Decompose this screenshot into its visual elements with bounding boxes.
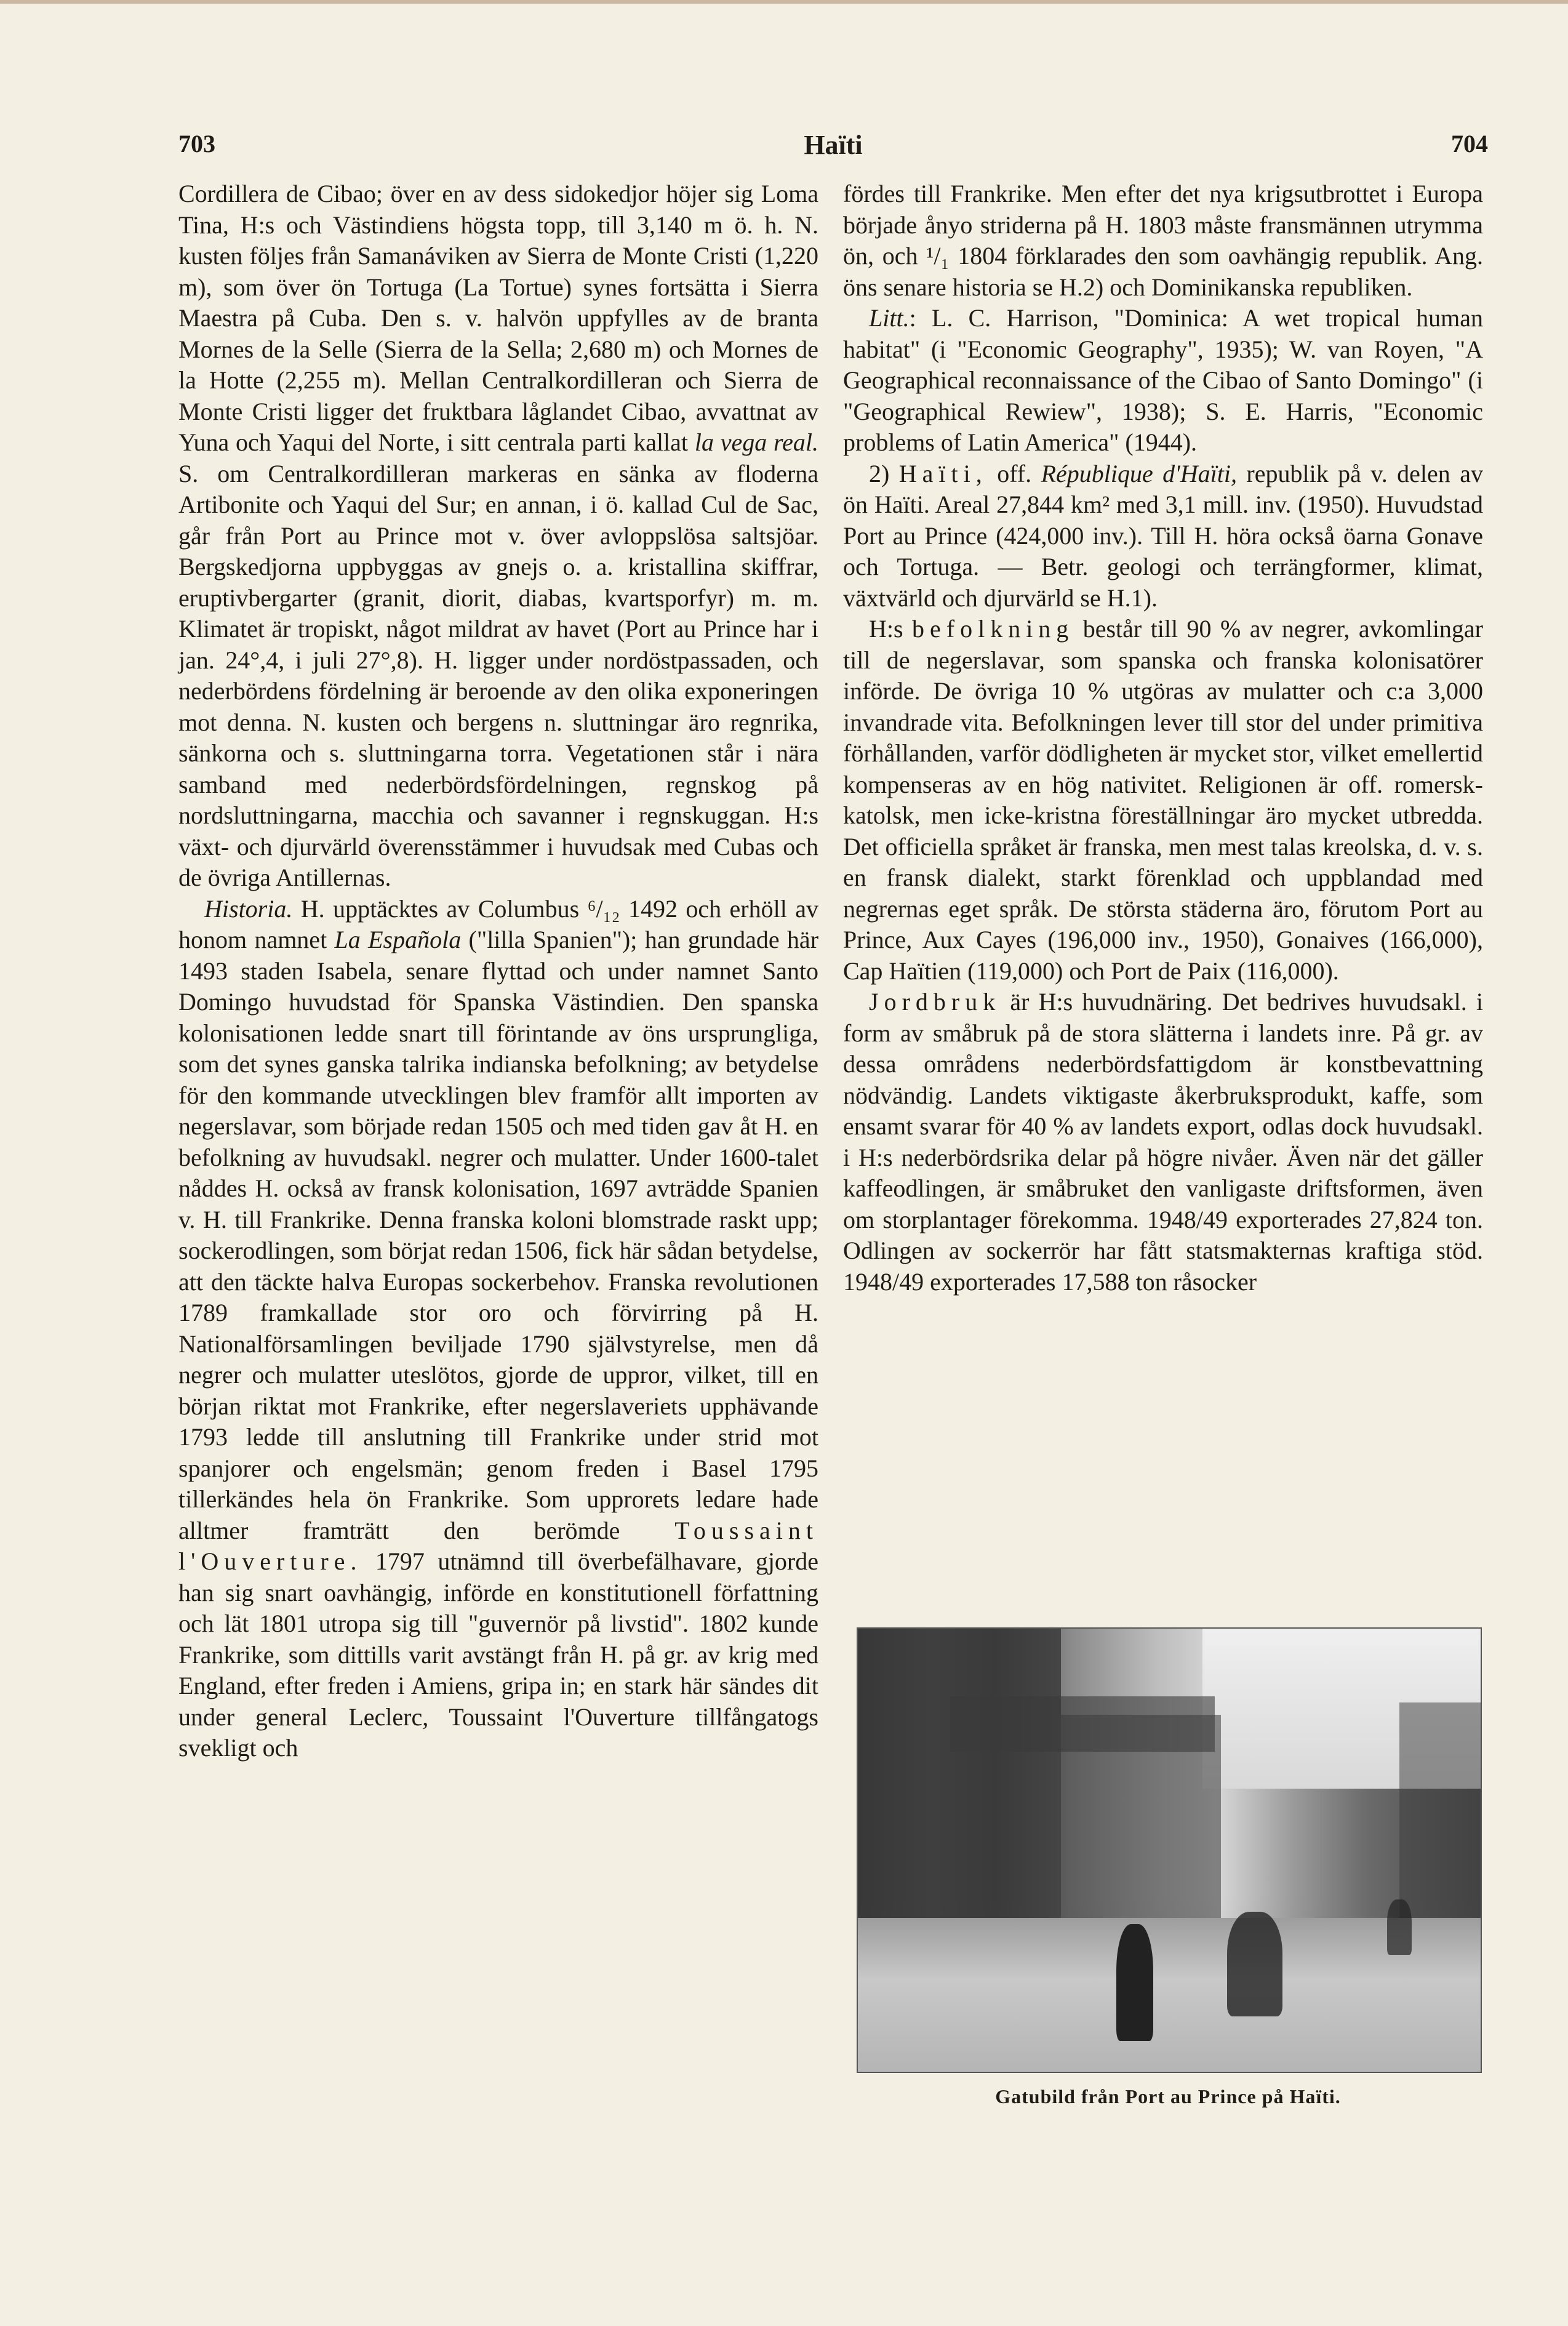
- paragraph-population: H:s befolkning består till 90 % av negrer, avkomlingar till de negerslavar, som spanska och franska kolonisatörer införde. De övriga 10 % utgöras av mulatter och c:a 3,000 invandrade vita. Befolkningen lever till stor del under primitiva förhållanden, varför dödligheten är mycket stor, vilket emellertid kompenseras av en hög nativitet. Religionen är off. romersk-katolsk, men icke-kristna föreställningar äro mycket utbredda. Det officiella språket är franska, men mest talas kreolska, d. v. s. en fransk dialekt, starkt förenklad och uppblandad med negrernas eget språk. De största städerna äro, förutom Port au Prince, Aux Cayes (196,000 inv., 1950), Gonaives (166,000), Cap Haïtien (119,000) och Port de Paix (116,000).: [843, 615, 1484, 985]
- left-column: [178, 178, 818, 1764]
- photo-caption: Gatubild från Port au Prince på Haïti.: [995, 2085, 1341, 2107]
- page-number-right: 704: [1451, 130, 1488, 158]
- photo-figure-3: [1387, 1899, 1412, 1955]
- photo-figure-2: [1227, 1912, 1282, 2016]
- street-photo: [857, 1627, 1482, 2073]
- running-title: Haïti: [804, 130, 863, 160]
- paragraph-history: Historia. H. upptäcktes av Columbus ⁶/₁₂ 1492 och erhöll av honom namnet La Española ("lilla Spanien"); han grundade här 1493 staden Isabela, senare flyttad och under namnet Santo Domingo huvudstad för Spanska Västindien. Den spanska kolonisationen ledde snart till förintande av öns ursprungliga, som det synes ganska talrika indianska befolkning; av betydelse för den kommande utvecklingen blev framför allt importen av negerslavar, som började redan 1505 och med tiden gav åt H. en befolkning av huvudsakl. negrer och mulatter. Under 1600-talet nåddes H. också av fransk kolonisation, 1697 avträdde Spanien v. H. till Frankrike. Denna franska koloni blomstrade raskt upp; sockerodlingen, som börjat redan 1506, fick här sådan betydelse, att den täckte halva Europas sockerbehov. Franska revolutionen 1789 framkallade stor oro och förvirring på H. Nationalförsamlingen beviljade 1790 självstyrelse, men då negrer och mulatter uteslötos, gjorde de uppror, vilket, till en början riktat mot Frankrike, efter negerslaveriets upphävande 1793 ledde till anslutning till Frankrike under strid mot spanjorer och engelsmän; genom freden i Basel 1795 tillerkändes hela ön Frankrike. Som upprorets ledare hade alltmer framträtt den berömde Toussaint l'Ouverture. 1797 utnämnd till överbefälhavare, gjorde han sig snart oavhängig, införde en konstitutionell författning och lät 1801 utropa sig till "guvernör på livstid". 1802 kunde Frankrike, som dittills varit avstängt från H. på gr. av krig med England, efter freden i Amiens, gripa in; en stark här sändes dit under general Leclerc, Toussaint l'Ouverture tillfångatogs svekligt och: [178, 894, 819, 1762]
- paragraph-literature: Litt.: L. C. Harrison, "Dominica: A wet tropical human habitat" (i "Economic Geography", 1935); W. van Royen, "A Geographical reconnaissance of the Cibao of Santo Domingo" (i "Geographical Rewiew", 1938); S. E. Harris, "Economic problems of Latin America" (1944).: [843, 304, 1483, 456]
- paragraph-republic: 2) Haïti, off. République d'Haïti, republik på v. delen av ön Haïti. Areal 27,844 km² med 3,1 mill. inv. (1950). Huvudstad Port au Prince (424,000 inv.). Till H. höra också öarna Gonave och Tortuga. — Betr. geologi och terrängformer, klimat, växtvärld och djurvärld se H.1).: [843, 459, 1483, 612]
- photo-figure-1: [1116, 1924, 1153, 2041]
- paragraph-history-continued: fördes till Frankrike. Men efter det nya krigsutbrottet i Europa började ånyo striderna på H. 1803 måste fransmännen utrymma ön, och ¹/₁ 1804 förklarades den som oavhängig republik. Ang. öns senare historia se H.2) och Dominikanska republiken.: [843, 180, 1483, 301]
- page-top-rule: [0, 0, 1568, 4]
- paragraph-geography: Cordillera de Cibao; över en av dess sidokedjor höjer sig Loma Tina, H:s och Västindiens högsta topp, till 3,140 m ö. h. N. kusten följes från Samanáviken av Sierra de Monte Cristi (1,220 m), som över ön Tortuga (La Tortue) synes fortsätta i Sierra Maestra på Cuba. Den s. v. halvön uppfylles av de branta Mornes de la Selle (Sierra de la Sella; 2,680 m) och Mornes de la Hotte (2,255 m). Mellan Centralkordilleran och Sierra de Monte Cristi ligger det fruktbara låglandet Cibao, avvattnat av Yuna och Yaqui del Norte, i sitt centrala parti kallat la vega real. S. om Centralkordilleran markeras en sänka av floderna Artibonite och Yaqui del Sur; en annan, i ö. kallad Cul de Sac, går från Port au Prince mot v. över avloppslösa saltsjöar. Bergskedjorna uppbyggas av gnejs o. a. kristallina skiffrar, eruptivbergarter (granit, diorit, diabas, kvartsporfyr) m. m. Klimatet är tropiskt, något mildrat av havet (Port au Prince har i jan. 24°,4, i juli 27°,8). H. ligger under nordöstpassaden, och nederbördens fördelning är beroende av den olika exponeringen mot denna. N. kusten och bergens n. sluttningar äro regnrika, sänkorna och s. sluttningarna torra. Vegetationen står i nära samband med nederbördsfördelningen, regnskog på nordsluttningarna, macchia och savanner i regnskuggan. H:s växt- och djurvärld överensstämmer i huvudsak med Cubas och de övriga Antillernas.: [178, 180, 818, 891]
- running-header: [178, 129, 1488, 166]
- page-number-left: 703: [178, 130, 215, 158]
- right-column: [843, 178, 1483, 1297]
- paragraph-agriculture: Jordbruk är H:s huvudnäring. Det bedrives huvudsakl. i form av småbruk på de stora slätterna i landets inre. På gr. av dessa områdens nederbördsfattigdom är konstbevattning nödvändig. Landets viktigaste åkerbruksprodukt, kaffe, som ensamt svarar för 40 % av landets export, odlas dock huvudsakl. i H:s nederbördsrika delar på högre nivåer. Även när det gäller kaffeodlingen, är småbruket den vanligaste driftsformen, även om storplantager förekomma. 1948/49 exporterades 27,824 ton. Odlingen av sockerrör har fått statsmakternas kraftiga stöd. 1948/49 exporterades 17,588 ton råsocker: [843, 988, 1483, 1296]
